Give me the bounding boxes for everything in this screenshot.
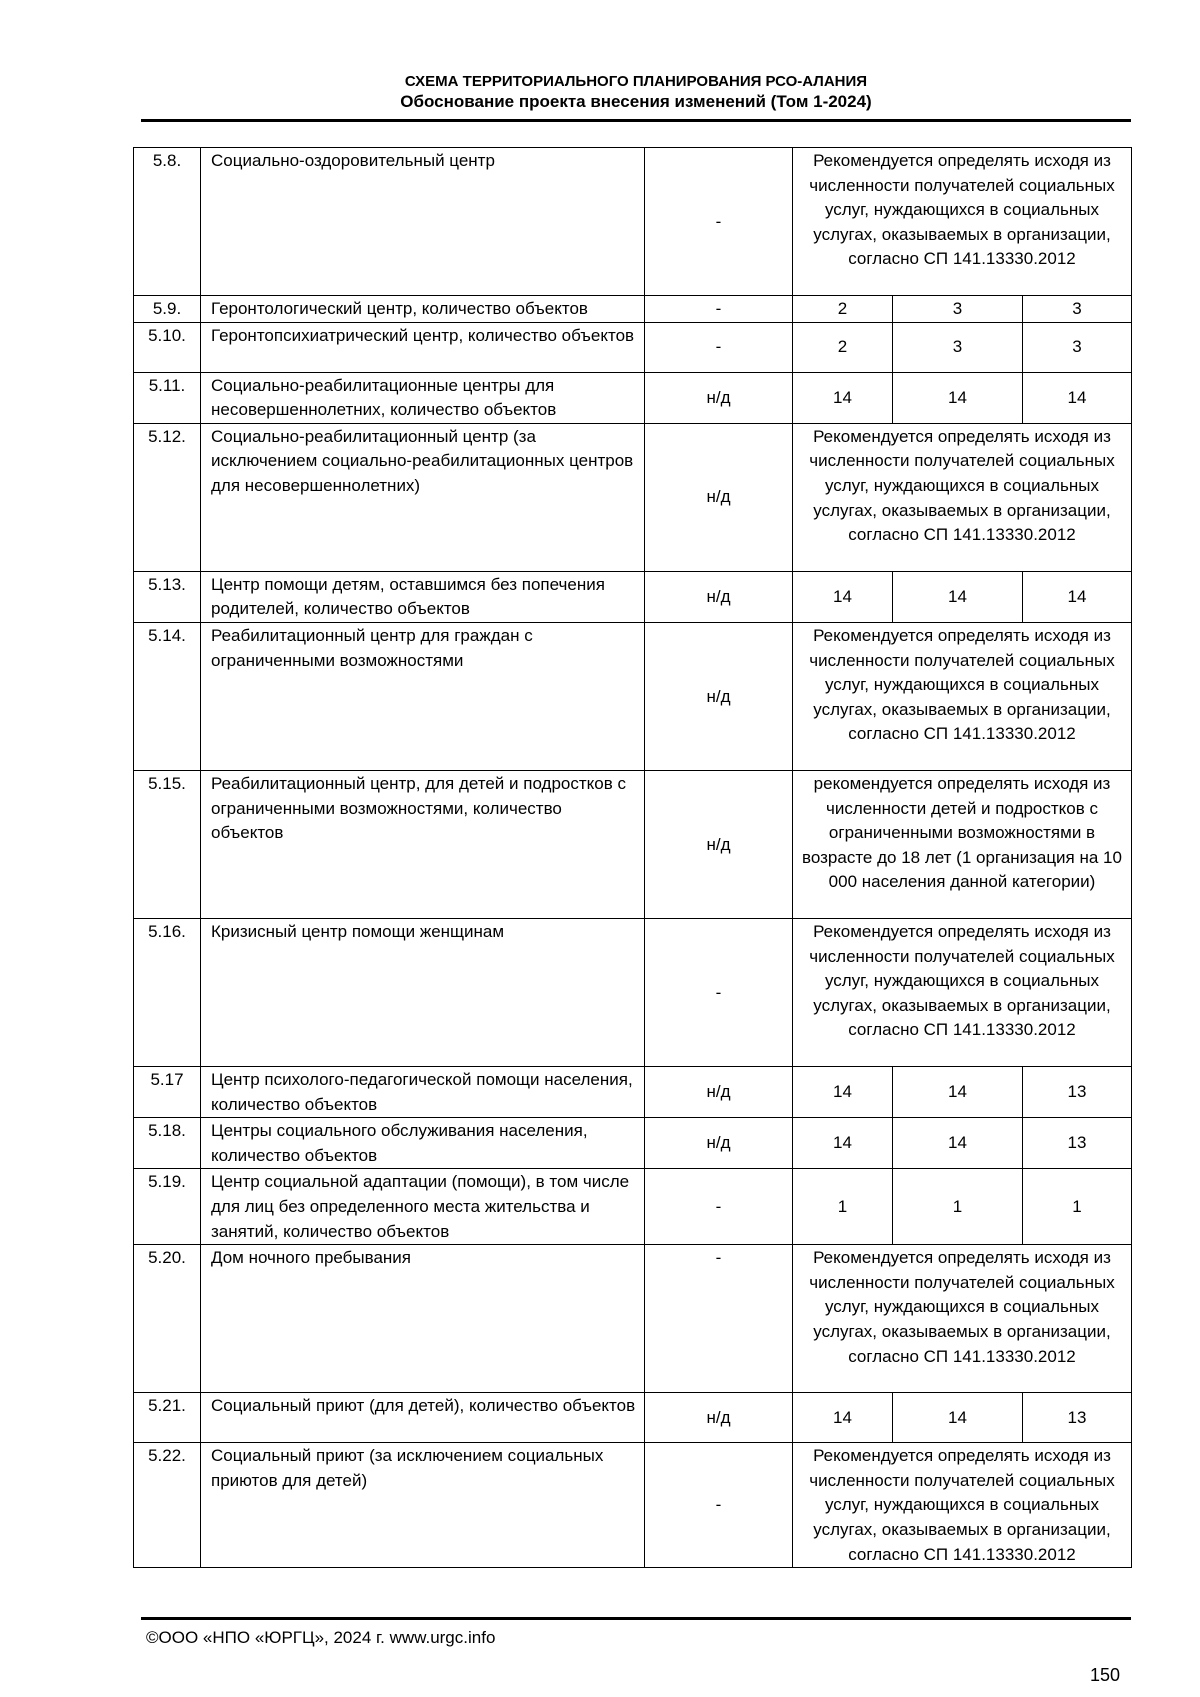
row-name: Центр психолого-педагогической помощи населения, количество объектов (201, 1066, 645, 1117)
row-value-2: 3 (893, 322, 1023, 372)
row-current-value: н/д (645, 770, 793, 918)
row-value-1: 14 (793, 372, 893, 423)
row-number: 5.9. (134, 296, 201, 323)
row-name: Социально-реабилитационные центры для несовершеннолетних, количество объектов (201, 372, 645, 423)
row-current-value: н/д (645, 372, 793, 423)
table-row (134, 1118, 1132, 1169)
row-value-3: 1 (1023, 1169, 1132, 1245)
row-number: 5.12. (134, 423, 201, 571)
footer-copyright: ©ООО «НПО «ЮРГЦ», 2024 г. www.urgc.info (146, 1628, 496, 1647)
table-row (134, 1245, 1132, 1393)
row-value-3: 13 (1023, 1066, 1132, 1117)
row-current-value: н/д (645, 571, 793, 622)
table-row (134, 296, 1132, 323)
table-row (134, 918, 1132, 1066)
row-value-3: 3 (1023, 296, 1132, 323)
row-note: Рекомендуется определять исходя из численности получателей социальных услуг, нуждающихся в социальных услугах, оказываемых в организации, согласно СП 141.13330.2012 (793, 622, 1132, 770)
row-value-1: 14 (793, 1118, 893, 1169)
table-row (134, 423, 1132, 571)
row-current-value: н/д (645, 423, 793, 571)
row-value-2: 14 (893, 571, 1023, 622)
row-note: Рекомендуется определять исходя из численности получателей социальных услуг, нуждающихся в социальных услугах, оказываемых в организации, согласно СП 141.13330.2012 (793, 918, 1132, 1066)
document-title: СХЕМА ТЕРРИТОРИАЛЬНОГО ПЛАНИРОВАНИЯ РСО-АЛАНИЯ (404, 73, 868, 90)
row-number: 5.16. (134, 918, 201, 1066)
page-number: 150 (1089, 1665, 1120, 1685)
row-value-2: 14 (893, 1066, 1023, 1117)
row-name: Реабилитационный центр для граждан с ограниченными возможностями (201, 622, 645, 770)
row-number: 5.21. (134, 1393, 201, 1443)
row-value-2: 1 (893, 1169, 1023, 1245)
row-current-value: н/д (645, 1118, 793, 1169)
page-header (141, 72, 1131, 113)
table-row (134, 1066, 1132, 1117)
table-row (134, 1443, 1132, 1568)
row-value-1: 14 (793, 571, 893, 622)
table-row (134, 322, 1132, 372)
row-name: Центр помощи детям, оставшимся без попечения родителей, количество объектов (201, 571, 645, 622)
row-number: 5.22. (134, 1443, 201, 1568)
row-name: Социально-оздоровительный центр (201, 148, 645, 296)
row-current-value: - (645, 296, 793, 323)
table-row (134, 1169, 1132, 1245)
row-value-3: 14 (1023, 571, 1132, 622)
row-value-3: 3 (1023, 322, 1132, 372)
row-name: Геронтологический центр, количество объектов (201, 296, 645, 323)
document-subtitle: Обоснование проекта внесения изменений (Том 1-2024) (400, 92, 872, 111)
row-current-value: н/д (645, 1066, 793, 1117)
row-value-2: 14 (893, 1118, 1023, 1169)
row-value-3: 14 (1023, 372, 1132, 423)
row-current-value: - (645, 1443, 793, 1568)
row-value-2: 14 (893, 1393, 1023, 1443)
row-current-value: н/д (645, 622, 793, 770)
row-current-value: - (645, 1169, 793, 1245)
row-value-2: 3 (893, 296, 1023, 323)
row-current-value: н/д (645, 1393, 793, 1443)
facilities-table (133, 147, 1132, 1568)
row-name: Центр социальной адаптации (помощи), в том числе для лиц без определенного места жительства и занятий, количество объектов (201, 1169, 645, 1245)
row-name: Социальный приют (для детей), количество объектов (201, 1393, 645, 1443)
row-name: Дом ночного пребывания (201, 1245, 645, 1393)
table-row (134, 622, 1132, 770)
row-name: Реабилитационный центр, для детей и подростков с ограниченными возможностями, количество объектов (201, 770, 645, 918)
row-name: Геронтопсихиатрический центр, количество объектов (201, 322, 645, 372)
footer-divider (141, 1617, 1131, 1620)
table-row (134, 148, 1132, 296)
row-value-1: 2 (793, 322, 893, 372)
row-number: 5.10. (134, 322, 201, 372)
row-note: Рекомендуется определять исходя из численности получателей социальных услуг, нуждающихся в социальных услугах, оказываемых в организации, согласно СП 141.13330.2012 (793, 1443, 1132, 1568)
row-value-1: 14 (793, 1066, 893, 1117)
row-current-value: - (645, 1245, 793, 1393)
row-current-value: - (645, 918, 793, 1066)
row-name: Социальный приют (за исключением социальных приютов для детей) (201, 1443, 645, 1568)
row-note: Рекомендуется определять исходя из численности получателей социальных услуг, нуждающихся в социальных услугах, оказываемых в организации, согласно СП 141.13330.2012 (793, 423, 1132, 571)
table-row (134, 372, 1132, 423)
row-number: 5.15. (134, 770, 201, 918)
row-number: 5.17 (134, 1066, 201, 1117)
table-row (134, 770, 1132, 918)
row-number: 5.14. (134, 622, 201, 770)
row-current-value: - (645, 148, 793, 296)
row-value-1: 2 (793, 296, 893, 323)
row-number: 5.19. (134, 1169, 201, 1245)
row-number: 5.20. (134, 1245, 201, 1393)
row-note: Рекомендуется определять исходя из численности получателей социальных услуг, нуждающихся в социальных услугах, оказываемых в организации, согласно СП 141.13330.2012 (793, 1245, 1132, 1393)
row-note: рекомендуется определять исходя из численности детей и подростков с ограниченными возможностями в возрасте до 18 лет (1 организация на 10 000 населения данной категории) (793, 770, 1132, 918)
row-name: Социально-реабилитационный центр (за исключением социально-реабилитационных центров для несовершеннолетних) (201, 423, 645, 571)
row-value-3: 13 (1023, 1118, 1132, 1169)
row-note: Рекомендуется определять исходя из численности получателей социальных услуг, нуждающихся в социальных услугах, оказываемых в организации, согласно СП 141.13330.2012 (793, 148, 1132, 296)
row-number: 5.8. (134, 148, 201, 296)
row-value-1: 14 (793, 1393, 893, 1443)
row-value-3: 13 (1023, 1393, 1132, 1443)
table-row (134, 571, 1132, 622)
row-number: 5.13. (134, 571, 201, 622)
row-name: Центры социального обслуживания населения, количество объектов (201, 1118, 645, 1169)
row-current-value: - (645, 322, 793, 372)
row-value-2: 14 (893, 372, 1023, 423)
row-number: 5.11. (134, 372, 201, 423)
row-value-1: 1 (793, 1169, 893, 1245)
header-divider (141, 119, 1131, 122)
row-name: Кризисный центр помощи женщинам (201, 918, 645, 1066)
table-row (134, 1393, 1132, 1443)
row-number: 5.18. (134, 1118, 201, 1169)
